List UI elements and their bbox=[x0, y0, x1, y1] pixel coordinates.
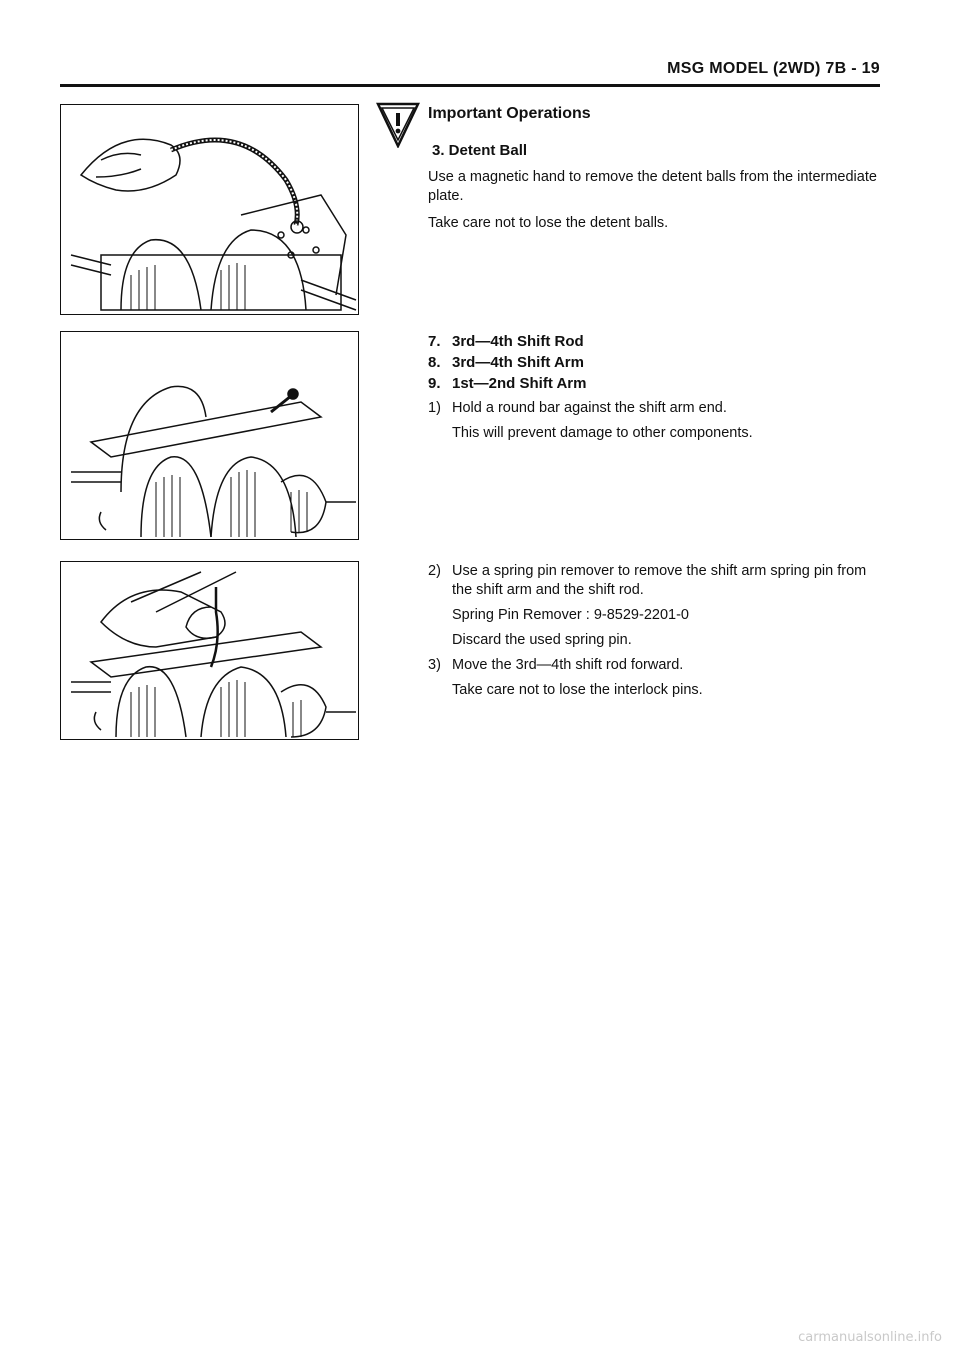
section-important-operations bbox=[428, 104, 888, 233]
step-2-note: Discard the used spring pin. bbox=[452, 632, 632, 648]
step-3: 3) Move the 3rd—4th shift rod forward. bbox=[428, 657, 684, 673]
step-1-note: This will prevent damage to other components. bbox=[452, 425, 753, 441]
illustration-shift-rod bbox=[61, 332, 358, 539]
watermark: carmanualsonline.info bbox=[798, 1330, 942, 1345]
detent-ball-instruction: Use a magnetic hand to remove the detent balls from the intermediate plate. bbox=[428, 169, 877, 204]
item-detent-ball: 3. Detent Ball bbox=[432, 142, 528, 159]
illustration-spring-pin-remover bbox=[61, 562, 358, 739]
item-list-entry: 7. 3rd—4th Shift Rod bbox=[428, 333, 584, 350]
figure-spring-pin-remover bbox=[60, 561, 359, 740]
warning-triangle-icon bbox=[376, 102, 420, 148]
header-rule bbox=[60, 84, 880, 87]
detent-ball-caution: Take care not to lose the detent balls. bbox=[428, 215, 669, 231]
section-spring-pin bbox=[428, 562, 888, 700]
item-list-entry: 9. 1st—2nd Shift Arm bbox=[428, 375, 587, 392]
step-1: 1) Hold a round bar against the shift arm end. bbox=[428, 400, 727, 416]
step-3-note: Take care not to lose the interlock pins. bbox=[452, 682, 703, 698]
step-2: 2) Use a spring pin remover to remove the shift arm spring pin from the shift arm and the shift rod. bbox=[428, 563, 867, 598]
figure-magnetic-hand bbox=[60, 104, 359, 315]
figure-shift-rod-bar bbox=[60, 331, 359, 540]
step-2-tool: Spring Pin Remover : 9-8529-2201-0 bbox=[452, 607, 689, 623]
section-heading: Important Operations bbox=[428, 105, 591, 122]
page-header: MSG MODEL (2WD) 7B - 19 bbox=[667, 60, 880, 77]
illustration-magnetic-hand bbox=[61, 105, 358, 314]
section-shift-rod bbox=[428, 331, 888, 443]
item-list-entry: 8. 3rd—4th Shift Arm bbox=[428, 354, 584, 371]
